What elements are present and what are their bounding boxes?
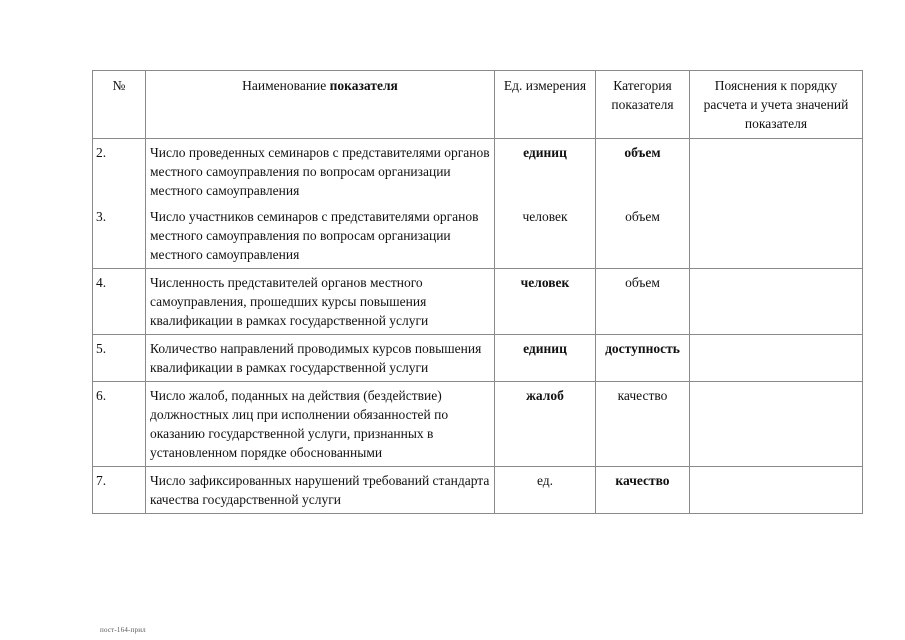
- row-notes: [690, 382, 863, 467]
- row-category: качество: [596, 382, 690, 467]
- row-number: 6.: [93, 382, 146, 467]
- row-category: объем: [624, 145, 661, 160]
- header-name-bold: показателя: [329, 78, 398, 93]
- row-name: Число зафиксированных нарушений требований стандарта качества государственной услуги: [146, 467, 495, 514]
- table-row: [93, 335, 863, 382]
- row-name: Количество направлений проводимых курсов повышения квалификации в рамках государственной услуги: [146, 335, 495, 382]
- row-number: 3.: [96, 209, 107, 224]
- footer-file-mark: пост-164-прил: [100, 626, 146, 634]
- indicators-table: [92, 70, 863, 514]
- row-unit: человек: [522, 209, 568, 224]
- row-name: Число проведенных семинаров с представителями органов местного самоуправления по вопросам организации местного самоуправления: [150, 145, 490, 198]
- table-row: [93, 382, 863, 467]
- row-name: Число участников семинаров с представителями органов местного самоуправления по вопросам организации местного самоуправления: [150, 209, 479, 262]
- row-unit: жалоб: [495, 382, 596, 467]
- table-row: [93, 269, 863, 335]
- row-unit: человек: [495, 269, 596, 335]
- row-category: доступность: [596, 335, 690, 382]
- header-number: №: [93, 71, 146, 139]
- header-category: Категория показателя: [596, 71, 690, 139]
- row-unit: единиц: [495, 335, 596, 382]
- row-name: Число жалоб, поданных на действия (бездействие) должностных лиц при исполнении обязанностей по оказанию государственной услуги, признанных в установленном порядке обоснованными: [146, 382, 495, 467]
- table-row: [93, 139, 863, 269]
- row-number: 4.: [93, 269, 146, 335]
- row-notes: [690, 335, 863, 382]
- cell-notes: [690, 139, 863, 269]
- row-number: 2.: [96, 145, 107, 160]
- row-category: объем: [625, 209, 660, 224]
- header-unit: Ед. измерения: [495, 71, 596, 139]
- row-notes: [690, 269, 863, 335]
- row-number: 5.: [93, 335, 146, 382]
- row-unit: единиц: [523, 145, 567, 160]
- row-number: 7.: [93, 467, 146, 514]
- table-row: [93, 467, 863, 514]
- header-name-prefix: Наименование: [242, 78, 330, 93]
- header-name: [146, 71, 495, 139]
- cell-name: [146, 139, 495, 269]
- row-notes: [690, 467, 863, 514]
- row-category: качество: [596, 467, 690, 514]
- header-notes: Пояснения к порядку расчета и учета значений показателя: [690, 71, 863, 139]
- cell-number: [93, 139, 146, 269]
- cell-unit: [495, 139, 596, 269]
- table-header-row: [93, 71, 863, 139]
- row-name: Численность представителей органов местного самоуправления, прошедших курсы повышения квалификации в рамках государственной услуги: [146, 269, 495, 335]
- row-unit: ед.: [495, 467, 596, 514]
- cell-category: [596, 139, 690, 269]
- row-category: объем: [596, 269, 690, 335]
